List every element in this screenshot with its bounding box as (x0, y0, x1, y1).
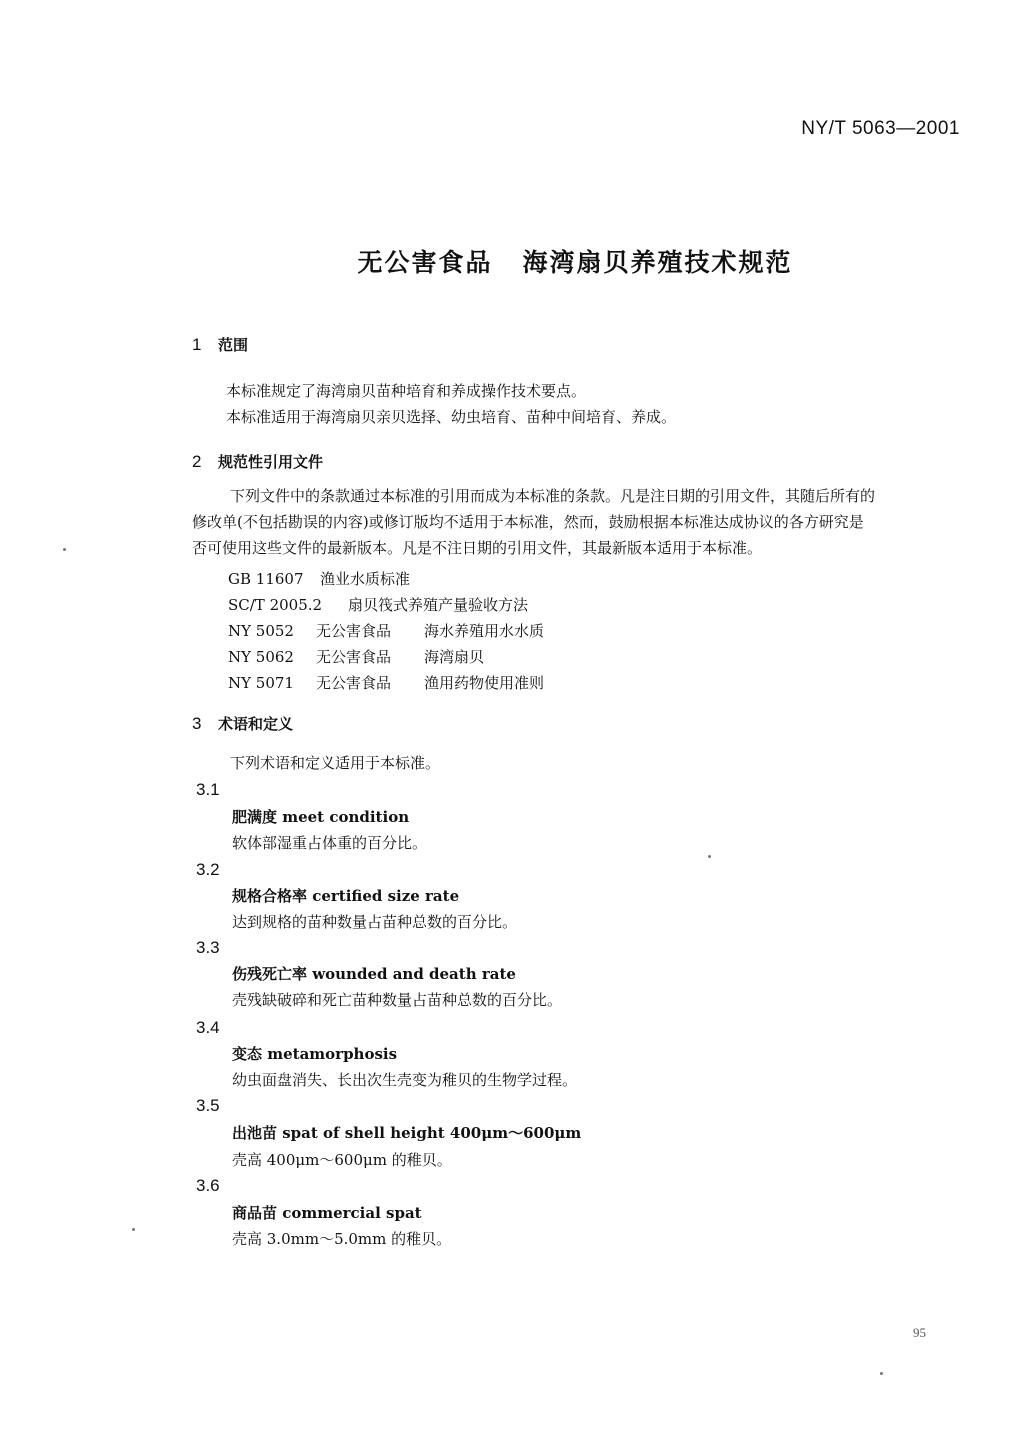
scan-speck (132, 1228, 135, 1231)
section-1-paragraph-1: 本标准规定了海湾扇贝苗种培育和养成操作技术要点。 (226, 382, 587, 400)
term-name: 肥满度 meet condition (232, 808, 410, 826)
term-name: 出池苗 spat of shell height 400μm～600μm (232, 1124, 582, 1142)
section-2-intro-line-1: 下列文件中的条款通过本标准的引用而成为本标准的条款。凡是注日期的引用文件，其随后所有的 (230, 487, 876, 505)
reference-item (228, 672, 544, 693)
reference-code: GB 11607 (228, 570, 304, 588)
section-2-title: 规范性引用文件 (218, 453, 324, 471)
term-name: 规格合格率 certified size rate (232, 887, 460, 905)
section-2-intro-line-3: 否可使用这些文件的最新版本。凡是不注日期的引用文件，其最新版本适用于本标准。 (192, 539, 763, 557)
reference-name: 海湾扇贝 (424, 648, 485, 666)
document-title (0, 243, 1024, 279)
reference-name: 渔业水质标准 (320, 570, 411, 588)
reference-code: SC/T 2005.2 (228, 596, 323, 614)
section-1-title: 范围 (218, 336, 249, 354)
title-part-1: 无公害食品 (357, 248, 493, 277)
reference-item (228, 646, 484, 667)
reference-code: NY 5062 (228, 648, 294, 666)
reference-name: 海水养殖用水水质 (424, 622, 545, 640)
standard-code: NY/T 5063—2001 (801, 118, 960, 139)
term-number: 3.3 (196, 938, 220, 957)
section-2-number: 2 (192, 452, 202, 471)
reference-prefix: 无公害食品 (316, 674, 392, 692)
section-1-heading (192, 334, 248, 355)
term-number: 3.4 (196, 1018, 220, 1037)
term-definition: 壳高 3.0mm～5.0mm 的稚贝。 (232, 1230, 452, 1248)
term-definition: 达到规格的苗种数量占苗种总数的百分比。 (232, 913, 518, 931)
section-3-number: 3 (192, 714, 202, 733)
term-number: 3.6 (196, 1176, 220, 1195)
scan-speck (708, 855, 711, 858)
section-3-heading (192, 713, 293, 734)
section-2-intro-line-2: 修改单(不包括勘误的内容)或修订版均不适用于本标准，然而，鼓励根据本标准达成协议的各方研究是 (192, 513, 864, 531)
section-1-number: 1 (192, 335, 202, 354)
section-3-title: 术语和定义 (218, 715, 294, 733)
scan-speck (63, 548, 66, 551)
reference-name: 扇贝筏式养殖产量验收方法 (348, 596, 529, 614)
term-name: 商品苗 commercial spat (232, 1204, 422, 1222)
page-number: 95 (913, 1325, 926, 1340)
reference-prefix: 无公害食品 (316, 648, 392, 666)
reference-name: 渔用药物使用准则 (424, 674, 545, 692)
term-number: 3.5 (196, 1096, 220, 1115)
section-3-intro: 下列术语和定义适用于本标准。 (230, 754, 441, 772)
term-definition: 壳残缺破碎和死亡苗种数量占苗种总数的百分比。 (232, 991, 563, 1009)
reference-code: NY 5071 (228, 674, 294, 692)
term-definition: 壳高 400μm～600μm 的稚贝。 (232, 1151, 452, 1169)
title-part-2: 海湾扇贝养殖技术规范 (522, 248, 793, 277)
term-name: 变态 metamorphosis (232, 1045, 398, 1063)
term-name: 伤残死亡率 wounded and death rate (232, 965, 516, 983)
reference-item (228, 594, 528, 615)
section-1-paragraph-2: 本标准适用于海湾扇贝亲贝选择、幼虫培育、苗种中间培育、养成。 (226, 408, 677, 426)
reference-item (228, 568, 410, 589)
section-2-heading (192, 451, 323, 472)
reference-prefix: 无公害食品 (316, 622, 392, 640)
reference-code: NY 5052 (228, 622, 294, 640)
term-number: 3.2 (196, 860, 220, 879)
scan-speck (880, 1372, 883, 1375)
term-definition: 幼虫面盘消失、长出次生壳变为稚贝的生物学过程。 (232, 1071, 578, 1089)
term-definition: 软体部湿重占体重的百分比。 (232, 834, 428, 852)
reference-item (228, 620, 544, 641)
term-number: 3.1 (196, 780, 220, 799)
